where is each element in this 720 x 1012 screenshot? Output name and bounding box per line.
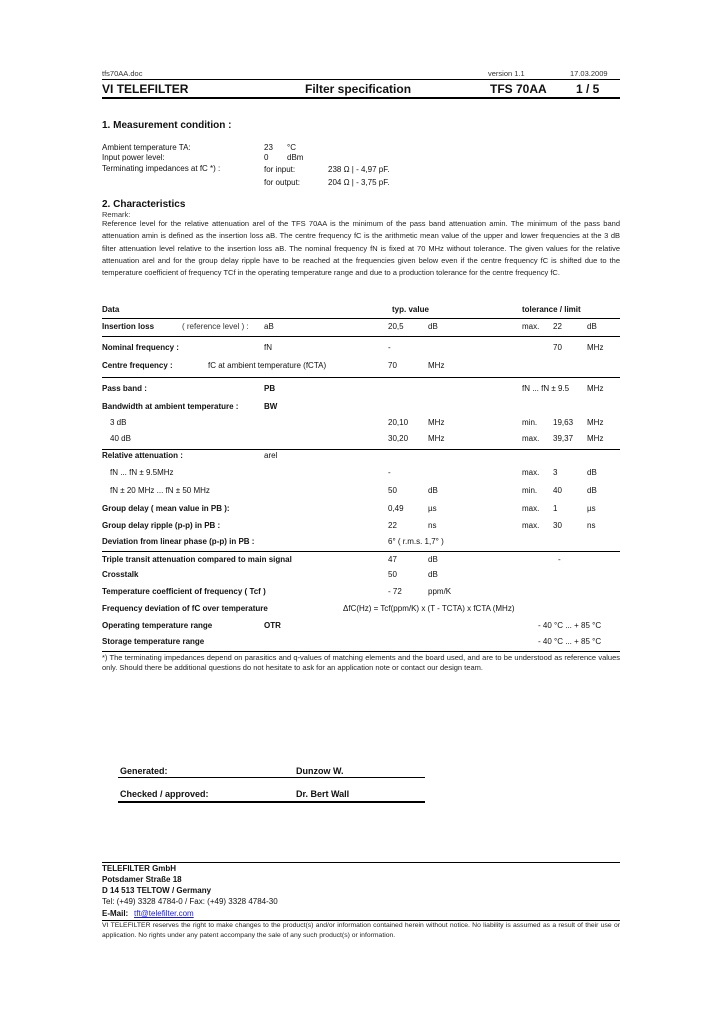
col-header-tolerance: tolerance / limit <box>522 305 581 314</box>
cell-label: Crosstalk <box>102 570 139 579</box>
cell-typ-unit: ns <box>428 521 437 530</box>
cell-tol-q: - 40 °C ... + 85 °C <box>538 621 602 630</box>
cell-tol-q: max. <box>522 504 540 513</box>
footer-phone: Tel: (+49) 3328 4784-0 / Fax: (+49) 3328 4784-30 <box>102 897 278 906</box>
ambient-value: 23 <box>264 143 273 152</box>
cell-typ: 70 <box>388 361 397 370</box>
divider <box>102 449 620 450</box>
cell-sym: OTR <box>264 621 281 630</box>
cell-tol-v: 19,63 <box>553 418 574 427</box>
cell-tol-v: 39,37 <box>553 434 574 443</box>
cell-typ-unit: dB <box>428 555 438 564</box>
divider <box>102 97 620 99</box>
cell-typ: 50 <box>388 570 397 579</box>
cell-tol-unit: MHz <box>587 434 604 443</box>
cell-typ: 0,49 <box>388 504 404 513</box>
date: 17.03.2009 <box>570 69 608 78</box>
cell-plain: 40 dB <box>110 434 131 443</box>
cell-label: Bandwidth at ambient temperature : <box>102 402 239 411</box>
signature-line <box>118 777 425 778</box>
cell-tol-unit: MHz <box>587 418 604 427</box>
cell-label: Deviation from linear phase (p-p) in PB : <box>102 537 255 546</box>
signature-line <box>118 801 425 803</box>
cell-typ: 47 <box>388 555 397 564</box>
cell-tol-v: 40 <box>553 486 562 495</box>
doc-title: Filter specification <box>305 82 412 96</box>
logo <box>102 82 188 96</box>
cell-tol-unit: dB <box>587 322 597 331</box>
power-label: Input power level: <box>102 153 165 162</box>
cell-typ-unit: dB <box>428 322 438 331</box>
divider <box>102 336 620 337</box>
cell-typ: - <box>388 468 391 477</box>
cell-typ-unit: µs <box>428 504 437 513</box>
cell-tol-unit: dB <box>587 468 597 477</box>
disclaimer: VI TELEFILTER reserves the right to make changes to the product(s) and/or information contained herein without notice. No liability is assumed as a result of their use or application. No rights under any patent accompany the sale of any such product(s) or information. <box>102 922 620 939</box>
cell-tol-v: 1 <box>553 504 558 513</box>
remark-text: Reference level for the relative attenuation arel of the TFS 70AA is the minimum of the pass band attenuation amin. The minimum of the pass band attenuation amin is defined as the insertion loss aB. The centre frequency fC is the arithmetic mean value of the upper and lower frequencies at the 3 dB filter attenuation level relative to the insertion loss aB. The nominal frequency fN is fixed at 70 MHz without tolerance. The given values for the relative attenuation arel and for the group delay ripple have to be reached at the frequencies given below even if the centre frequency fC is shifted due to the temperature coefficient of frequency TCf in the operating temperature range and due to a production tolerance for the centre frequency fC. <box>102 219 620 278</box>
page-number: 1 / 5 <box>576 82 600 96</box>
impedance-label: Terminating impedances at fC *) : <box>102 164 221 173</box>
cell-label: Group delay ripple (p-p) in PB : <box>102 521 221 530</box>
email-link[interactable]: tft@telefilter.com <box>134 909 194 918</box>
cell-tol-v: 3 <box>553 468 558 477</box>
cell-sym: fN <box>264 343 272 352</box>
cell-plain: fN ± 20 MHz ... fN ± 50 MHz <box>110 486 210 495</box>
power-unit: dBm <box>287 153 304 162</box>
footnote: *) The terminating impedances depend on parasitics and q-values of matching elements and the board used, and are to be understood as reference values only. Should there be additional questions do not hesitate to ask for an application note or contact our design team. <box>102 653 620 672</box>
cell-typ: 20,10 <box>388 418 409 427</box>
cell-sym: BW <box>264 402 278 411</box>
cell-typ-unit: MHz <box>428 361 445 370</box>
cell-typ: - <box>388 343 391 352</box>
divider <box>102 651 620 652</box>
cell-tol-q: - 40 °C ... + 85 °C <box>538 637 602 646</box>
cell-label: Operating temperature range <box>102 621 213 630</box>
cell-tol-unit: MHz <box>587 384 604 393</box>
cell-typ: - 72 <box>388 587 402 596</box>
remark-label: Remark: <box>102 210 131 219</box>
cell-typ-unit: dB <box>428 570 438 579</box>
cell-tol-q: min. <box>522 486 538 495</box>
cell-tol-v: 70 <box>553 343 562 352</box>
cell-label: Storage temperature range <box>102 637 205 646</box>
power-value: 0 <box>264 153 269 162</box>
cell-sym: fC at ambient temperature (fCTA) <box>208 361 327 370</box>
cell-typ: ΔfC(Hz) = Tcf(ppm/K) x (T - TCTA) x fCTA (MHz) <box>343 604 515 613</box>
cell-tol-q: max. <box>522 468 540 477</box>
cell-label: Relative attenuation : <box>102 451 183 460</box>
cell-label: Temperature coefficient of frequency ( Tcf ) <box>102 587 266 596</box>
cell-label: Pass band : <box>102 384 147 393</box>
cell-typ: 6° ( r.m.s. 1,7° ) <box>388 537 444 546</box>
cell-tol-unit: µs <box>587 504 596 513</box>
footer-company: TELEFILTER GmbH <box>102 864 177 873</box>
cell-typ-unit: ppm/K <box>428 587 452 596</box>
cell-sym: aB <box>264 322 274 331</box>
cell-tol-q: min. <box>522 418 538 427</box>
cell-typ: 30,20 <box>388 434 409 443</box>
cell-sym: arel <box>264 451 278 460</box>
company-name: TELEFILTER <box>116 82 189 96</box>
cell-plain: fN ... fN ± 9.5MHz <box>110 468 174 477</box>
col-header-data: Data <box>102 305 120 314</box>
ambient-unit: °C <box>287 143 296 152</box>
checked-label: Checked / approved: <box>120 789 209 799</box>
section-heading: 1. Measurement condition : <box>102 120 232 131</box>
cell-plain: 3 dB <box>110 418 127 427</box>
input-label: for input: <box>264 165 296 174</box>
section-heading: 2. Characteristics <box>102 199 186 210</box>
cell-tol-unit: ns <box>587 521 596 530</box>
email-label: E-Mail: <box>102 909 129 918</box>
output-value: 204 Ω | - 3,75 pF. <box>328 178 390 187</box>
cell-typ: 50 <box>388 486 397 495</box>
output-label: for output: <box>264 178 301 187</box>
checked-name: Dr. Bert Wall <box>296 789 350 799</box>
cell-tol-q: max. <box>522 521 540 530</box>
cell-label: Nominal frequency : <box>102 343 179 352</box>
generated-name: Dunzow W. <box>296 766 344 776</box>
generated-label: Generated: <box>120 766 168 776</box>
divider <box>102 551 620 552</box>
cell-typ: 20,5 <box>388 322 404 331</box>
cell-label: Centre frequency : <box>102 361 173 370</box>
cell-tol-q: max. <box>522 434 540 443</box>
cell-typ-unit: dB <box>428 486 438 495</box>
cell-typ-unit: MHz <box>428 418 445 427</box>
cell-tol-v: 30 <box>553 521 562 530</box>
footer-street: Potsdamer Straße 18 <box>102 875 182 884</box>
cell-tol-q: fN ... fN ± 9.5 <box>522 384 570 393</box>
product-name: TFS 70AA <box>490 82 547 96</box>
cell-typ-unit: MHz <box>428 434 445 443</box>
version: version 1.1 <box>488 69 525 78</box>
footer-city: D 14 513 TELTOW / Germany <box>102 886 212 895</box>
filename: tfs70AA.doc <box>102 69 143 78</box>
cell-note: ( reference level ) : <box>182 322 249 331</box>
input-value: 238 Ω | - 4,97 pF. <box>328 165 390 174</box>
col-header-typ: typ. value <box>392 305 429 314</box>
ambient-label: Ambient temperature TA: <box>102 143 191 152</box>
cell-label: Frequency deviation of fC over temperature <box>102 604 268 613</box>
cell-tol-v: - <box>558 555 561 564</box>
logo-mark: VI <box>102 82 114 96</box>
divider <box>102 862 620 863</box>
cell-tol-unit: dB <box>587 486 597 495</box>
cell-tol-q: max. <box>522 322 540 331</box>
cell-typ: 22 <box>388 521 397 530</box>
divider <box>102 79 620 80</box>
divider <box>102 377 620 378</box>
cell-label: Insertion loss <box>102 322 155 331</box>
cell-tol-v: 22 <box>553 322 562 331</box>
cell-label: Group delay ( mean value in PB ): <box>102 504 230 513</box>
cell-tol-unit: MHz <box>587 343 604 352</box>
cell-sym: PB <box>264 384 276 393</box>
cell-label: Triple transit attenuation compared to main signal <box>102 555 292 564</box>
divider <box>102 318 620 319</box>
